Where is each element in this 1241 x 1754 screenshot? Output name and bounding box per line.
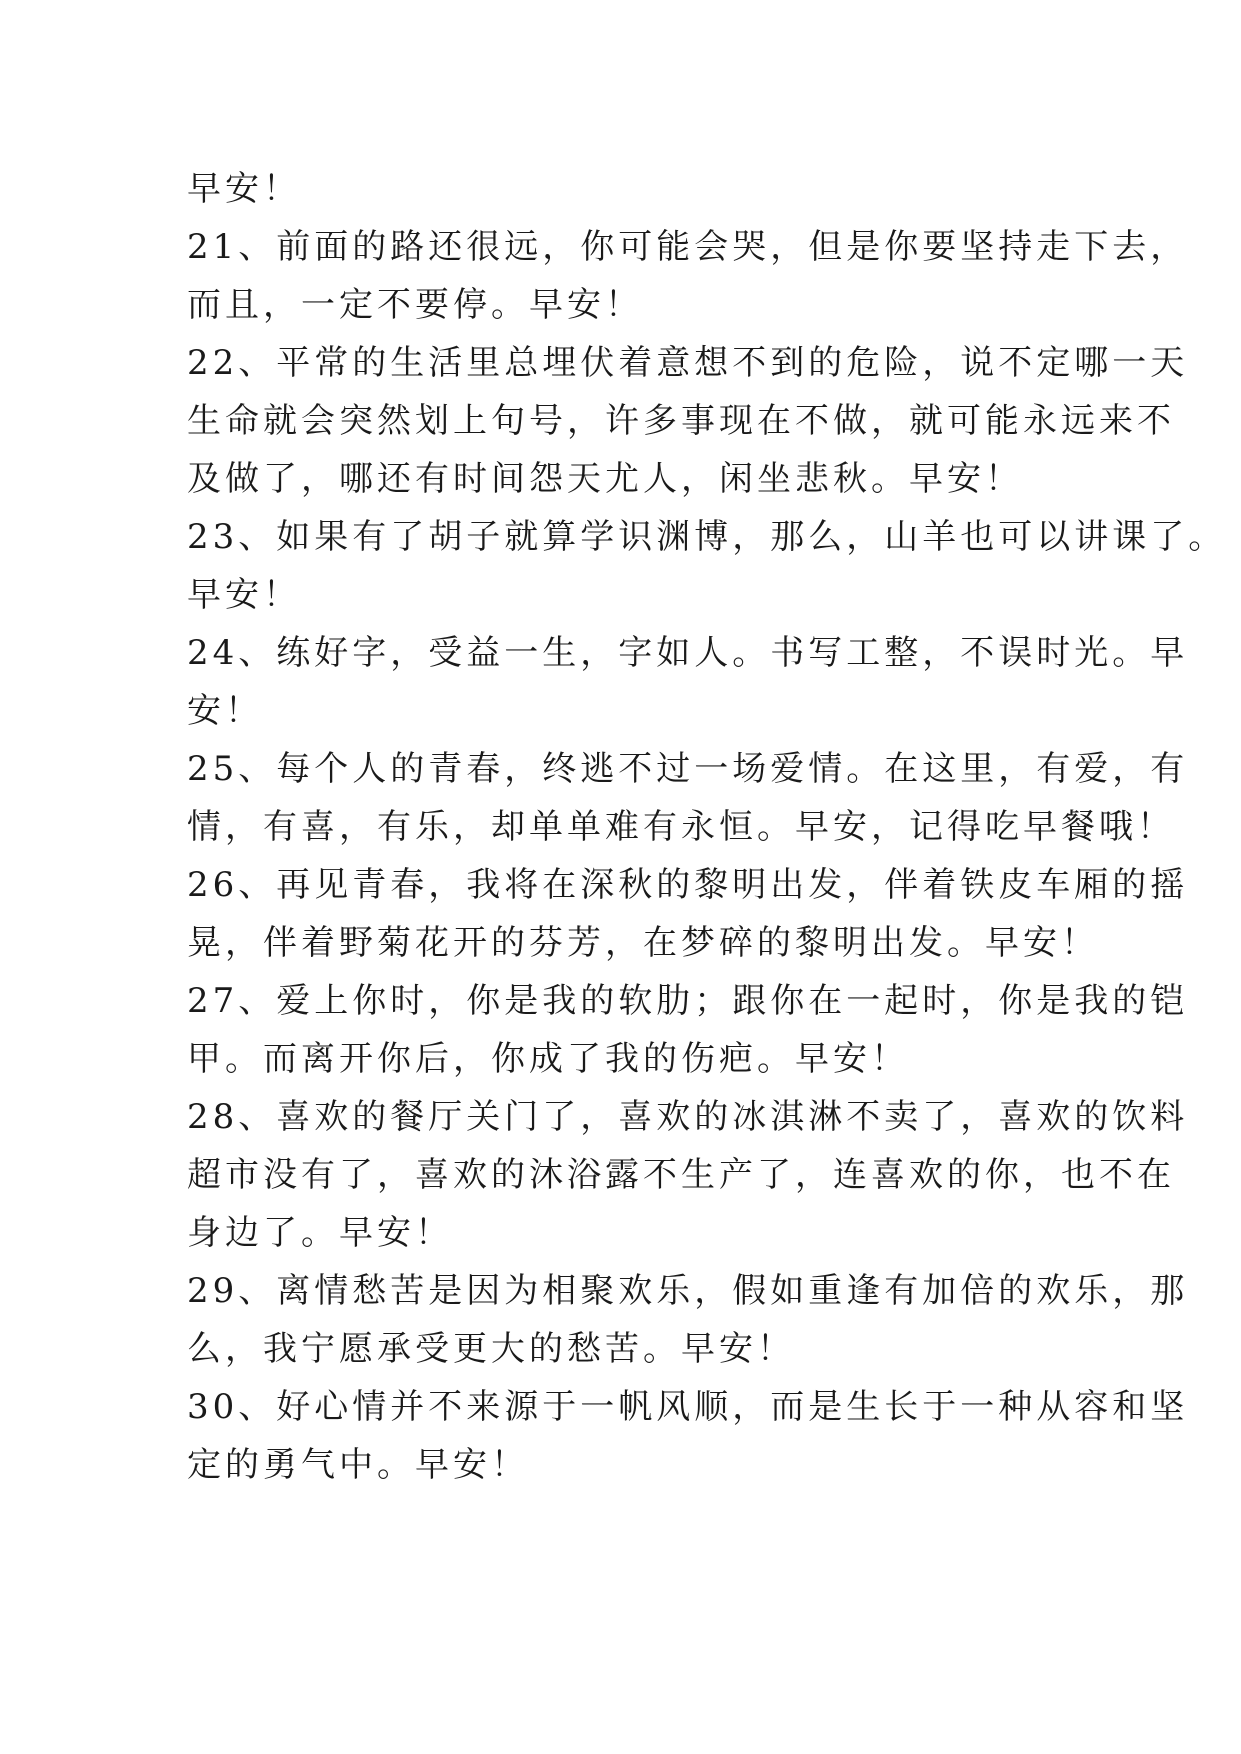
document-body — [187, 160, 1227, 1494]
text-line: 22、平常的生活里总埋伏着意想不到的危险，说不定哪一天 — [187, 343, 1189, 383]
text-line: 27、爱上你时，你是我的软肋；跟你在一起时，你是我的铠 — [187, 981, 1189, 1021]
text-line: 24、练好字，受益一生，字如人。书写工整，不误时光。早 — [187, 633, 1189, 673]
text-line: 早安！ — [187, 169, 301, 209]
text-line: 及做了，哪还有时间怨天尤人，闲坐悲秋。早安！ — [187, 459, 1023, 499]
text-line: 25、每个人的青春，终逃不过一场爱情。在这里，有爱，有 — [187, 749, 1189, 789]
text-line: 甲。而离开你后，你成了我的伤疤。早安！ — [187, 1039, 909, 1079]
text-line: 29、离情愁苦是因为相聚欢乐，假如重逢有加倍的欢乐，那 — [187, 1271, 1189, 1311]
text-line: 30、好心情并不来源于一帆风顺，而是生长于一种从容和坚 — [187, 1387, 1189, 1427]
text-line: 身边了。早安！ — [187, 1213, 453, 1253]
text-line: 超市没有了，喜欢的沐浴露不生产了，连喜欢的你，也不在 — [187, 1155, 1175, 1195]
text-line: 而且，一定不要停。早安！ — [187, 285, 643, 325]
text-line: 28、喜欢的餐厅关门了，喜欢的冰淇淋不卖了，喜欢的饮料 — [187, 1097, 1189, 1137]
text-line: 26、再见青春，我将在深秋的黎明出发，伴着铁皮车厢的摇 — [187, 865, 1189, 905]
text-line: 23、如果有了胡子就算学识渊博，那么，山羊也可以讲课了。 — [187, 517, 1227, 557]
text-line: 早安！ — [187, 575, 301, 615]
text-line: 生命就会突然划上句号，许多事现在不做，就可能永远来不 — [187, 401, 1175, 441]
text-line: 定的勇气中。早安！ — [187, 1445, 529, 1485]
text-line: 情，有喜，有乐，却单单难有永恒。早安，记得吃早餐哦！ — [187, 807, 1175, 847]
text-line: 么，我宁愿承受更大的愁苦。早安！ — [187, 1329, 795, 1369]
text-line: 晃，伴着野菊花开的芬芳，在梦碎的黎明出发。早安！ — [187, 923, 1099, 963]
text-line: 安！ — [187, 691, 263, 731]
text-line: 21、前面的路还很远，你可能会哭，但是你要坚持走下去， — [187, 227, 1189, 267]
